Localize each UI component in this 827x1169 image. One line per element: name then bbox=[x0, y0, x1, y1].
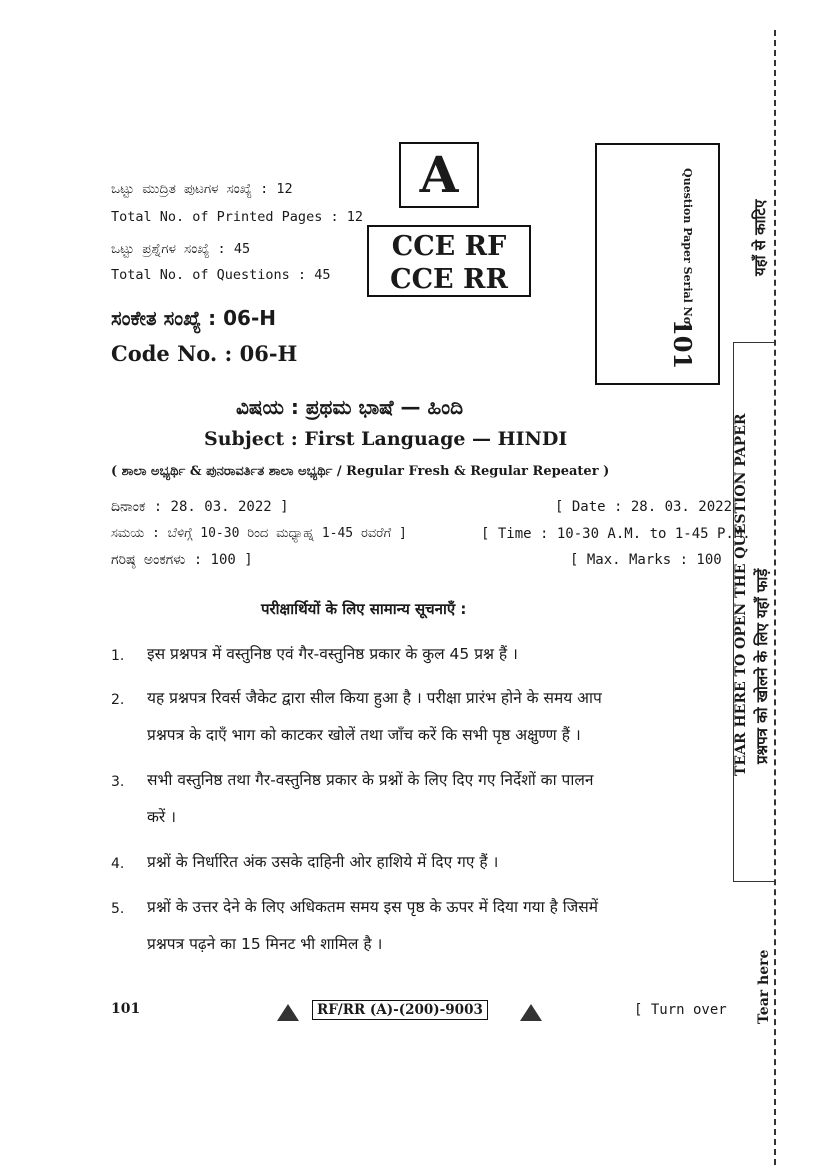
instruction-line: इस प्रश्नपत्र में वस्तुनिष्ठ एवं गैर-वस्तुनिष्ठ प्रकार के कुल 45 प्रश्न हैं । bbox=[147, 645, 518, 663]
serial-label: Question Paper Serial No. bbox=[681, 168, 694, 328]
instruction-number: 2. bbox=[111, 692, 125, 708]
instruction-line: प्रश्नों के उत्तर देने के लिए अधिकतम समय इस पृष्ठ के ऊपर में दिया गया है जिसमें bbox=[147, 898, 599, 916]
marks-en: [ Max. Marks : 100 bbox=[570, 552, 722, 568]
subject-en: Subject : First Language — HINDI bbox=[204, 428, 568, 450]
triangle-marker-right bbox=[520, 1004, 542, 1021]
printed-pages-kn: ಒಟ್ಟು ಮುದ್ರಿತ ಪುಟಗಳ ಸಂಖ್ಯೆ : 12 bbox=[111, 181, 293, 197]
serial-number-box bbox=[595, 143, 720, 385]
instruction-line: प्रश्नपत्र के दाएँ भाग को काटकर खोलें तथा जाँच करें कि सभी पृष्ठ अक्षुण्ण हैं । bbox=[147, 726, 581, 744]
code-en: Code No. : 06-H bbox=[111, 341, 298, 366]
instruction-number: 1. bbox=[111, 648, 125, 664]
instruction-line: सभी वस्तुनिष्ठ तथा गैर-वस्तुनिष्ठ प्रकार के प्रश्नों के लिए दिए गए निर्देशों का पालन bbox=[147, 771, 594, 789]
instruction-line: प्रश्नों के निर्धारित अंक उसके दाहिनी ओर हाशिये में दिए गए हैं । bbox=[147, 853, 499, 871]
instruction-number: 3. bbox=[111, 774, 125, 790]
tear-instruction-hi: प्रश्नपत्र को खोलने के लिए यहाँ फाड़ें bbox=[753, 568, 771, 764]
marks-kn: ಗರಿಷ್ಠ ಅಂಕಗಳು : 100 ] bbox=[111, 552, 253, 568]
instruction-number: 5. bbox=[111, 901, 125, 917]
triangle-marker-left bbox=[277, 1004, 299, 1021]
tear-instruction-en: TEAR HERE TO OPEN THE QUESTION PAPER bbox=[733, 413, 749, 776]
instruction-line: करें । bbox=[147, 808, 177, 826]
set-letter: A bbox=[419, 145, 459, 204]
exam-code-box bbox=[367, 225, 531, 297]
time-kn: ಸಮಯ : ಬೆಳಿಗ್ಗೆ 10-30 ರಿಂದ ಮಧ್ಯಾಹ್ನ 1-45 ರವರೆಗೆ ] bbox=[111, 526, 407, 541]
candidate-type: ( ಶಾಲಾ ಅಭ್ಯರ್ಥಿ & ಪುನರಾವರ್ತಿತ ಶಾಲಾ ಅಭ್ಯರ್ಥಿ / Regular Fresh & Regular Repeater ) bbox=[111, 464, 610, 479]
instruction-line: प्रश्नपत्र पढ़ने का 15 मिनट भी शामिल है । bbox=[147, 935, 383, 953]
exam-code-rr: CCE RR bbox=[390, 264, 508, 295]
set-letter-box bbox=[399, 142, 479, 208]
printed-pages-en: Total No. of Printed Pages : 12 bbox=[111, 209, 363, 225]
date-kn: ದಿನಾಂಕ : 28. 03. 2022 ] bbox=[111, 499, 289, 515]
exam-code-rf: CCE RF bbox=[391, 231, 507, 262]
subject-kn: ವಿಷಯ : ಪ್ರಥಮ ಭಾಷೆ — ಹಿಂದಿ bbox=[236, 395, 464, 419]
cut-here-hi: यहाँ से काटिए bbox=[751, 199, 769, 276]
instructions-title: परीक्षार्थियों के लिए सामान्य सूचनाएँ : bbox=[261, 600, 467, 618]
questions-en: Total No. of Questions : 45 bbox=[111, 267, 331, 283]
serial-number: 101 bbox=[668, 319, 697, 370]
instruction-line: यह प्रश्नपत्र रिवर्स जैकेट द्वारा सील किया हुआ है । परीक्षा प्रारंभ होने के समय आप bbox=[147, 689, 602, 707]
turn-over: [ Turn over bbox=[634, 1002, 727, 1018]
footer-page-code: 101 bbox=[111, 1001, 141, 1017]
questions-kn: ಒಟ್ಟು ಪ್ರಶ್ನೆಗಳ ಸಂಖ್ಯೆ : 45 bbox=[111, 241, 251, 257]
date-en: [ Date : 28. 03. 2022 bbox=[555, 499, 733, 515]
tear-here-label: Tear here bbox=[756, 949, 772, 1024]
time-en: [ Time : 10-30 A.M. to 1-45 P.M. bbox=[481, 526, 751, 542]
code-kn: ಸಂಕೇತ ಸಂಖ್ಯೆ : 06-H bbox=[111, 306, 276, 330]
instruction-number: 4. bbox=[111, 856, 125, 872]
footer-paper-code: RF/RR (A)-(200)-9003 bbox=[312, 1000, 488, 1020]
